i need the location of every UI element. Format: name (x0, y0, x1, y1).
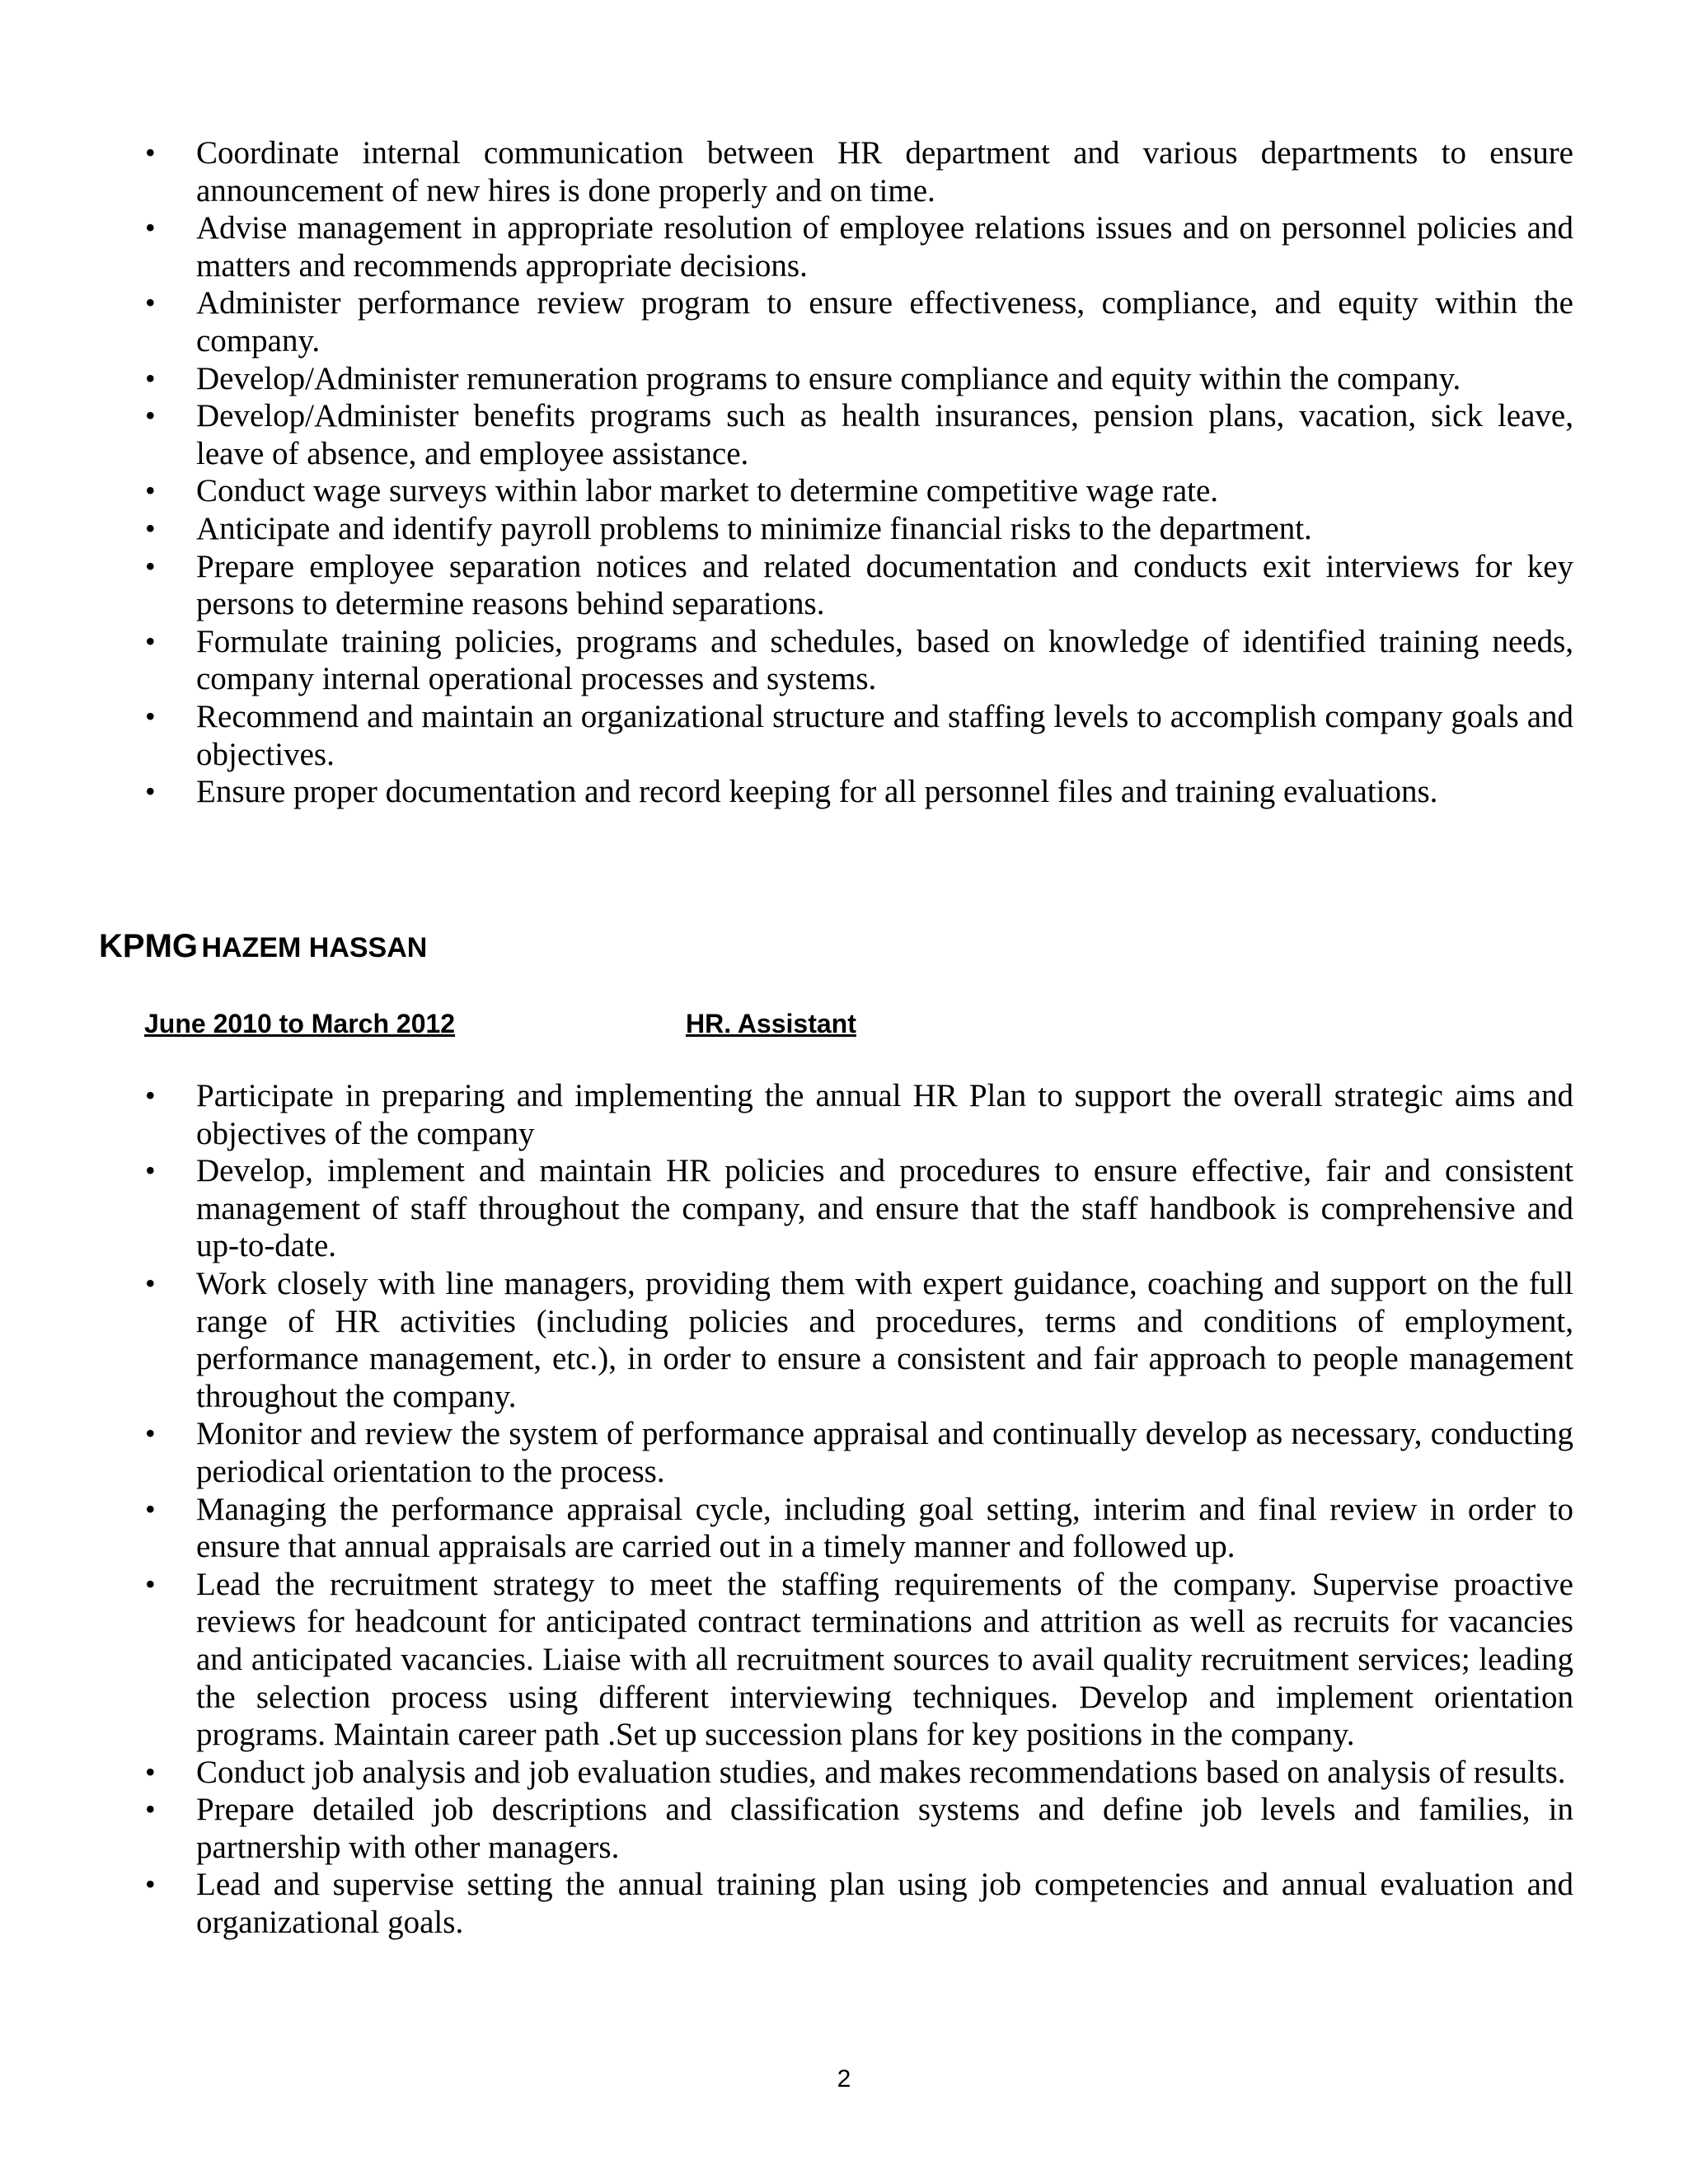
list-item: • Develop, implement and maintain HR policies and procedures to ensure effective, fair and consistent management of staff throughout the company, and ensure that the staff handbook is comprehensive and up-to-date. (143, 1152, 1573, 1265)
list-item: • Ensure proper documentation and record keeping for all personnel files and training evaluations. (143, 773, 1573, 811)
list-item: • Conduct job analysis and job evaluation studies, and makes recommendations based on analysis of results. (143, 1754, 1573, 1792)
list-item: • Participate in preparing and implementing the annual HR Plan to support the overall strategic aims and objectives of the company (143, 1077, 1573, 1152)
list-item: • Advise management in appropriate resolution of employee relations issues and on personnel policies and matters and recommends appropriate decisions. (143, 209, 1573, 284)
list-item: • Prepare detailed job descriptions and classification systems and define job levels and families, in partnership with other managers. (143, 1791, 1573, 1866)
employer-name-rest: HAZEM HASSAN (201, 932, 428, 963)
list-item: • Monitor and review the system of performance appraisal and continually develop as necessary, conducting periodical orientation to the process. (143, 1415, 1573, 1490)
list-item: • Develop/Administer remuneration programs to ensure compliance and equity within the company. (143, 360, 1573, 398)
list-item: • Work closely with line managers, providing them with expert guidance, coaching and support on the full range of HR activities (including policies and procedures, terms and conditions of employment, performance management, etc.), in order to ensure a consistent and fair approach to people management throughout the company. (143, 1265, 1573, 1415)
list-item: • Coordinate internal communication between HR department and various departments to ensure announcement of new hires is done properly and on time. (143, 134, 1573, 209)
list-item: • Conduct wage surveys within labor market to determine competitive wage rate. (143, 472, 1573, 510)
list-item: • Formulate training policies, programs and schedules, based on knowledge of identified training needs, company internal operational processes and systems. (143, 623, 1573, 698)
employer-name-lead: KPMG (99, 928, 198, 964)
list-item: • Develop/Administer benefits programs such as health insurances, pension plans, vacation, sick leave, leave of absence, and employee assistance. (143, 397, 1573, 472)
list-item: • Recommend and maintain an organizational structure and staffing levels to accomplish company goals and objectives. (143, 698, 1573, 773)
list-item: • Anticipate and identify payroll problems to minimize financial risks to the department. (143, 510, 1573, 548)
list-item: • Lead and supervise setting the annual training plan using job competencies and annual evaluation and organizational goals. (143, 1866, 1573, 1941)
list-item: • Administer performance review program to ensure effectiveness, compliance, and equity within the company. (143, 284, 1573, 359)
responsibilities-list-previous-role (143, 134, 1573, 811)
job-title: HR. Assistant (686, 1009, 856, 1038)
employment-period: June 2010 to March 2012 (144, 1009, 456, 1038)
responsibilities-list-kpmg (143, 1077, 1573, 1942)
list-item: • Lead the recruitment strategy to meet the staffing requirements of the company. Supervise proactive reviews for headcount for anticipated contract terminations and attrition as well as recruits for vacancies and anticipated vacancies. Liaise with all recruitment sources to avail quality recruitment services; leading the selection process using different interviewing techniques. Develop and implement orientation programs. Maintain career path .Set up succession plans for key positions in the company. (143, 1566, 1573, 1754)
list-item: • Managing the performance appraisal cycle, including goal setting, interim and final review in order to ensure that annual appraisals are carried out in a timely manner and followed up. (143, 1491, 1573, 1566)
page-number: 2 (837, 2065, 851, 2093)
employer-heading (99, 926, 427, 973)
list-item: • Prepare employee separation notices and related documentation and conducts exit interviews for key persons to determine reasons behind separations. (143, 548, 1573, 623)
